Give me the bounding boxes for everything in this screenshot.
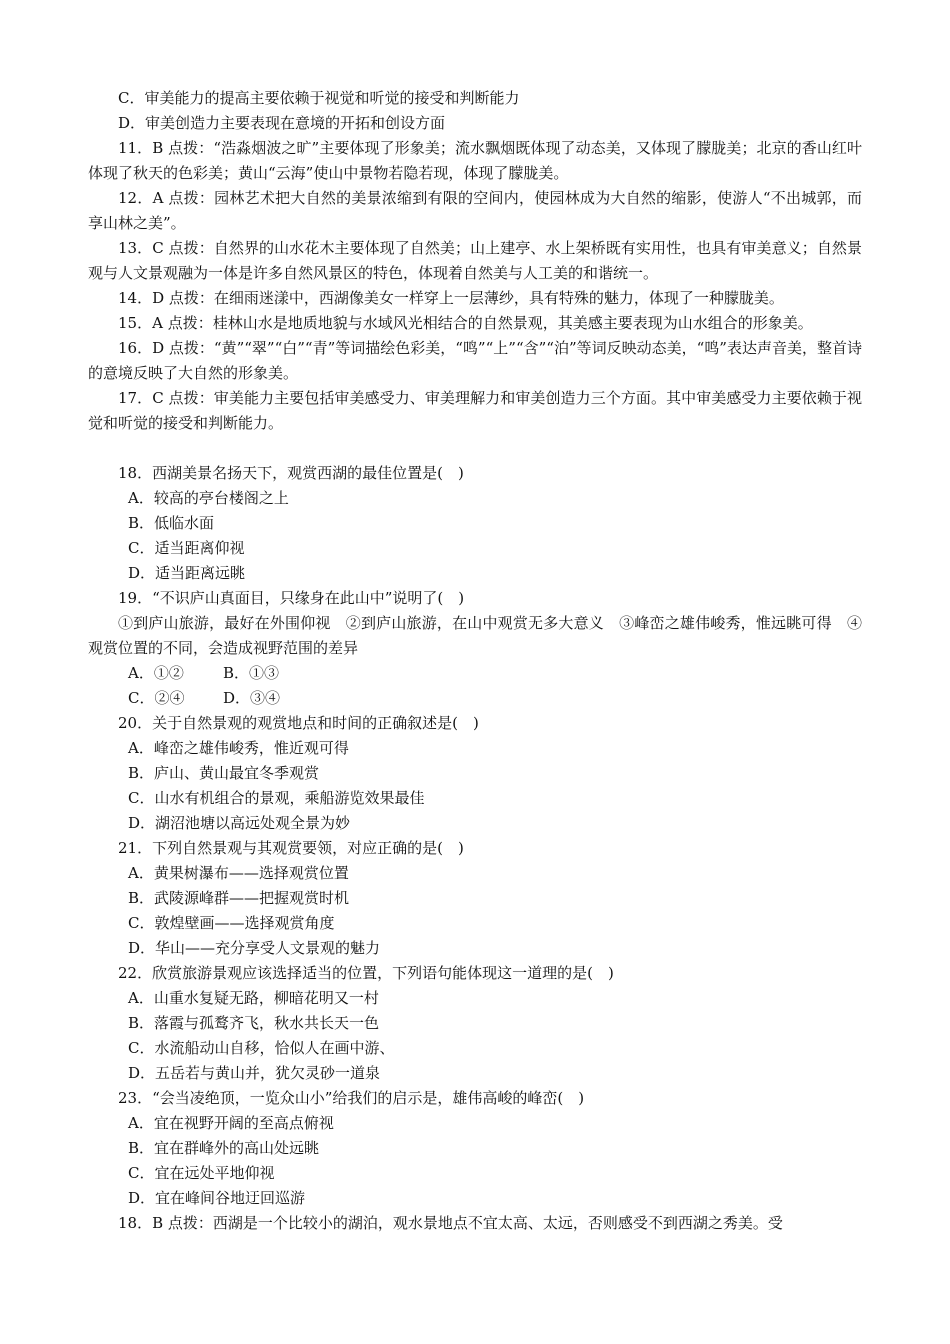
- question-19-option-a: A．①②: [128, 664, 184, 682]
- question-23-option-d: D．宜在峰间谷地迂回巡游: [128, 1189, 306, 1207]
- question-18-option-b: B．低临水面: [128, 514, 215, 532]
- answer-17: 17．C 点拨：审美能力主要包括审美感受力、审美理解力和审美创造力三个方面。其中审美感受力主要依赖于视觉和听觉的接受和判断能力。: [88, 389, 862, 432]
- question-19-options-cd: [88, 686, 862, 711]
- question-18-option-c: C．适当距离仰视: [128, 539, 245, 557]
- question-23-option-b: B．宜在群峰外的高山处远眺: [128, 1139, 320, 1157]
- answer-11: 11．B 点拨：“浩淼烟波之旷”主要体现了形象美；流水飘烟既体现了动态美，又体现了朦胧美；北京的香山红叶体现了秋天的色彩美；黄山“云海”使山中景物若隐若现，体现了朦胧美。: [88, 139, 862, 182]
- answer-18: 18．B 点拨：西湖是一个比较小的湖泊，观水景地点不宜太高、太远，否则感受不到西湖之秀美。受: [118, 1214, 783, 1232]
- spacer: [88, 436, 862, 461]
- question-21-option-a: A．黄果树瀑布——选择观赏位置: [128, 864, 349, 882]
- question-18-option-a: A．较高的亭台楼阁之上: [128, 489, 289, 507]
- answer-12: 12．A 点拨：园林艺术把大自然的美景浓缩到有限的空间内，使园林成为大自然的缩影，使游人“不出城郭，而享山林之美”。: [88, 189, 862, 232]
- question-22-option-b: B．落霞与孤鹜齐飞，秋水共长天一色: [128, 1014, 380, 1032]
- answer-16: 16．D 点拨：“黄”“翠”“白”“青”等词描绘色彩美，“鸣”“上”“含”“泊”等词反映动态美，“鸣”表达声音美，整首诗的意境反映了大自然的形象美。: [88, 339, 862, 382]
- question-22-option-a: A．山重水复疑无路，柳暗花明又一村: [128, 989, 379, 1007]
- question-21-option-d: D．华山——充分享受人文景观的魅力: [128, 939, 381, 957]
- question-20-stem: 20．关于自然景观的观赏地点和时间的正确叙述是( ): [118, 714, 479, 732]
- option-d: D．审美创造力主要表现在意境的开拓和创设方面: [118, 114, 446, 132]
- question-23-stem: 23．“会当凌绝顶，一览众山小”给我们的启示是，雄伟高峻的峰峦( ): [118, 1089, 585, 1107]
- answer-13: 13．C 点拨：自然界的山水花木主要体现了自然美；山上建亭、水上架桥既有实用性，也具有审美意义；自然景观与人文景观融为一体是许多自然风景区的特色，体现着自然美与人工美的和谐统一。: [88, 239, 862, 282]
- answer-14: 14．D 点拨：在细雨迷漾中，西湖像美女一样穿上一层薄纱，具有特殊的魅力，体现了一种朦胧美。: [118, 289, 784, 307]
- document-page: [88, 86, 862, 1236]
- question-18-stem: 18．西湖美景名扬天下，观赏西湖的最佳位置是( ): [118, 464, 464, 482]
- question-19-items: ①到庐山旅游，最好在外围仰视 ②到庐山旅游，在山中观赏无多大意义 ③峰峦之雄伟峻秀，惟远眺可得 ④观赏位置的不同，会造成视野范围的差异: [88, 614, 862, 657]
- question-19-options-ab: [88, 661, 862, 686]
- question-19-option-d: D．③④: [223, 689, 281, 707]
- question-20-option-a: A．峰峦之雄伟峻秀，惟近观可得: [128, 739, 349, 757]
- question-23-option-c: C．宜在远处平地仰视: [128, 1164, 275, 1182]
- question-22-option-d: D．五岳若与黄山并，犹欠灵砂一道泉: [128, 1064, 381, 1082]
- question-21-option-b: B．武陵源峰群——把握观赏时机: [128, 889, 350, 907]
- question-21-option-c: C．敦煌壁画——选择观赏角度: [128, 914, 335, 932]
- question-20-option-d: D．湖沼池塘以高远处观全景为妙: [128, 814, 351, 832]
- question-21-stem: 21．下列自然景观与其观赏要领，对应正确的是( ): [118, 839, 464, 857]
- question-22-option-c: C．水流船动山自移，恰似人在画中游、: [128, 1039, 395, 1057]
- question-20-option-c: C．山水有机组合的景观，乘船游览效果最佳: [128, 789, 425, 807]
- question-19-option-b: B．①③: [223, 664, 280, 682]
- answer-15: 15．A 点拨：桂林山水是地质地貌与水域风光相结合的自然景观，其美感主要表现为山水组合的形象美。: [118, 314, 813, 332]
- question-18-option-d: D．适当距离远眺: [128, 564, 246, 582]
- question-20-option-b: B．庐山、黄山最宜冬季观赏: [128, 764, 320, 782]
- question-19-stem: 19．“不识庐山真面目，只缘身在此山中”说明了( ): [118, 589, 465, 607]
- question-23-option-a: A．宜在视野开阔的至高点俯视: [128, 1114, 334, 1132]
- question-22-stem: 22．欣赏旅游景观应该选择适当的位置，下列语句能体现这一道理的是( ): [118, 964, 614, 982]
- question-19-option-c: C．②④: [128, 689, 185, 707]
- option-c: C．审美能力的提高主要依赖于视觉和听觉的接受和判断能力: [118, 89, 520, 107]
